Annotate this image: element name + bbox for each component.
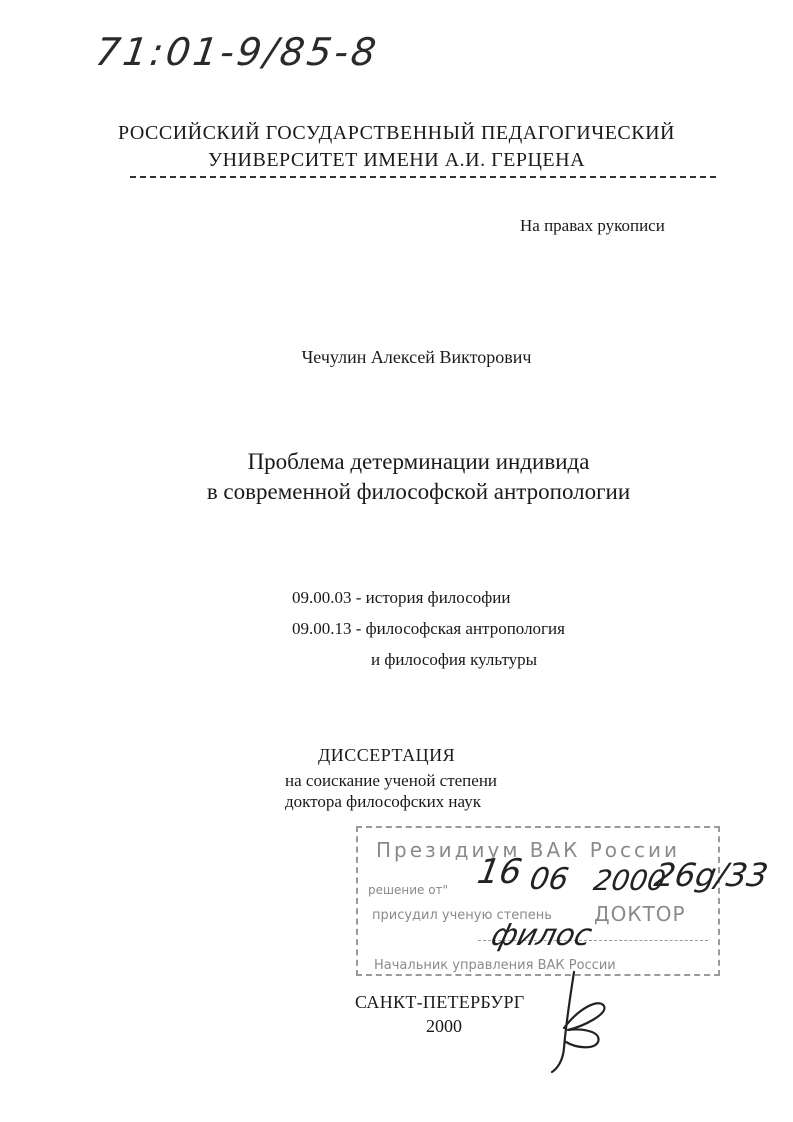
degree-line-2: доктора философских наук [285,792,481,811]
specialty-code: 09.00.03 [292,588,352,607]
title-line-2: в современной философской антропологии [206,479,631,504]
stamp-decision-label: решение от" [368,883,449,897]
university-line-2: УНИВЕРСИТЕТ ИМЕНИ А.И. ГЕРЦЕНА [207,149,586,171]
handwritten-day: 16 [474,852,525,892]
dissertation-title [0,447,793,507]
rights-note: На правах рукописи [520,216,665,235]
stamp-degree: ДОКТОР [594,902,686,926]
accession-number: 71:01-9/85-8 [92,30,382,74]
handwritten-year: 2000 [591,864,669,897]
stamp-award-text: присудил ученую степень [372,908,552,923]
university-name [0,120,793,174]
dashed-divider [130,176,716,178]
specialty-code: 09.00.13 [292,619,352,638]
degree-line-1: на соискание ученой степени [285,771,498,790]
year: 2000 [426,1016,462,1036]
handwritten-number: 26g/33 [651,856,771,894]
specialty-1: 09.00.03 - история философии [292,588,511,607]
signature-icon [544,968,614,1078]
stamp-chief-line: Начальник управления ВАК России [374,958,616,973]
handwritten-branch: филос [487,918,596,953]
title-line-1: Проблема детерминации индивида [247,449,590,474]
author-name: Чечулин Алексей Викторович [301,347,532,367]
specialty-name: история философии [365,588,511,607]
handwritten-month: 06 [526,862,572,897]
city: САНКТ-ПЕТЕРБУРГ [355,992,525,1012]
university-line-1: РОССИЙСКИЙ ГОСУДАРСТВЕННЫЙ ПЕДАГОГИЧЕСКИЙ [117,122,676,144]
specialty-2: 09.00.13 - философская антропология [292,619,565,638]
vak-stamp [356,826,720,976]
specialty-name: философская антропология [365,619,565,638]
stamp-heading: Президиум ВАК России [376,838,681,862]
dissertation-heading: ДИССЕРТАЦИЯ [318,745,456,765]
specialty-2-continuation: и философия культуры [371,650,538,669]
